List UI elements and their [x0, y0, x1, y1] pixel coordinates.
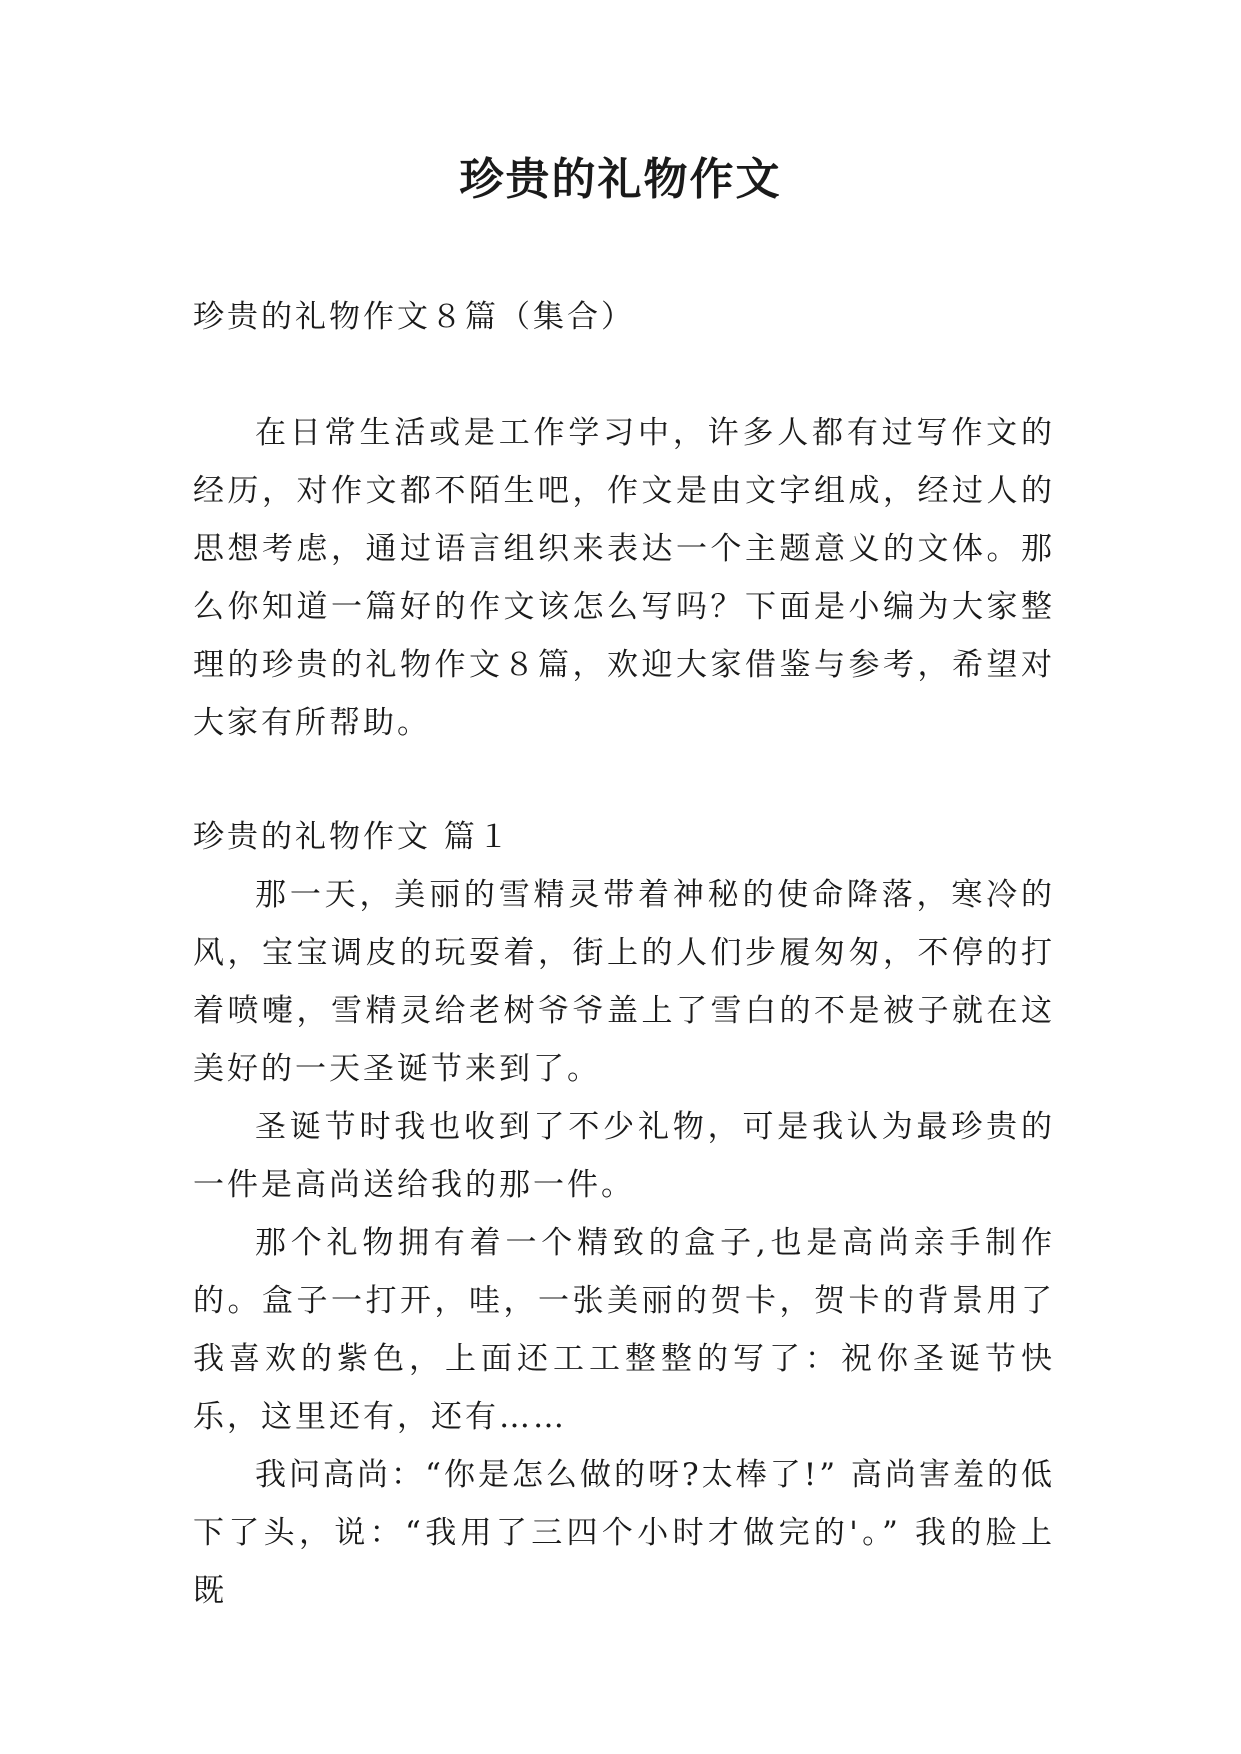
essay-paragraph: 那个礼物拥有着一个精致的盒子,也是高尚亲手制作的。盒子一打开，哇，一张美丽的贺卡，贺卡的背景用了我喜欢的紫色，上面还工工整整的写了：祝你圣诞节快乐，这里还有，还有……: [193, 1225, 1055, 1435]
essay-section-1: [193, 808, 1055, 1620]
document-subtitle: 珍贵的礼物作文８篇（集合）: [193, 299, 635, 335]
document-title: 珍贵的礼物作文: [459, 154, 782, 205]
intro-paragraph: 在日常生活或是工作学习中，许多人都有过写作文的经历，对作文都不陌生吧，作文是由文字组成，经过人的思想考虑，通过语言组织来表达一个主题意义的文体。那么你知道一篇好的作文该怎么写吗？下面是小编为大家整理的珍贵的礼物作文８篇，欢迎大家借鉴与参考，希望对大家有所帮助。: [193, 415, 1055, 741]
essay-paragraph: 圣诞节时我也收到了不少礼物，可是我认为最珍贵的一件是高尚送给我的那一件。: [193, 1109, 1055, 1203]
essay-heading: 珍贵的礼物作文 篇１: [193, 819, 512, 855]
essay-paragraph: 那一天，美丽的雪精灵带着神秘的使命降落，寒冷的风，宝宝调皮的玩耍着，街上的人们步履匆匆，不停的打着喷嚏，雪精灵给老树爷爷盖上了雪白的不是被子就在这美好的一天圣诞节来到了。: [193, 877, 1055, 1087]
essay-paragraph: 我问高尚：“你是怎么做的呀?太棒了!” 高尚害羞的低下了头，说：“我用了三四个小时才做完的'。” 我的脸上既: [193, 1457, 1055, 1609]
